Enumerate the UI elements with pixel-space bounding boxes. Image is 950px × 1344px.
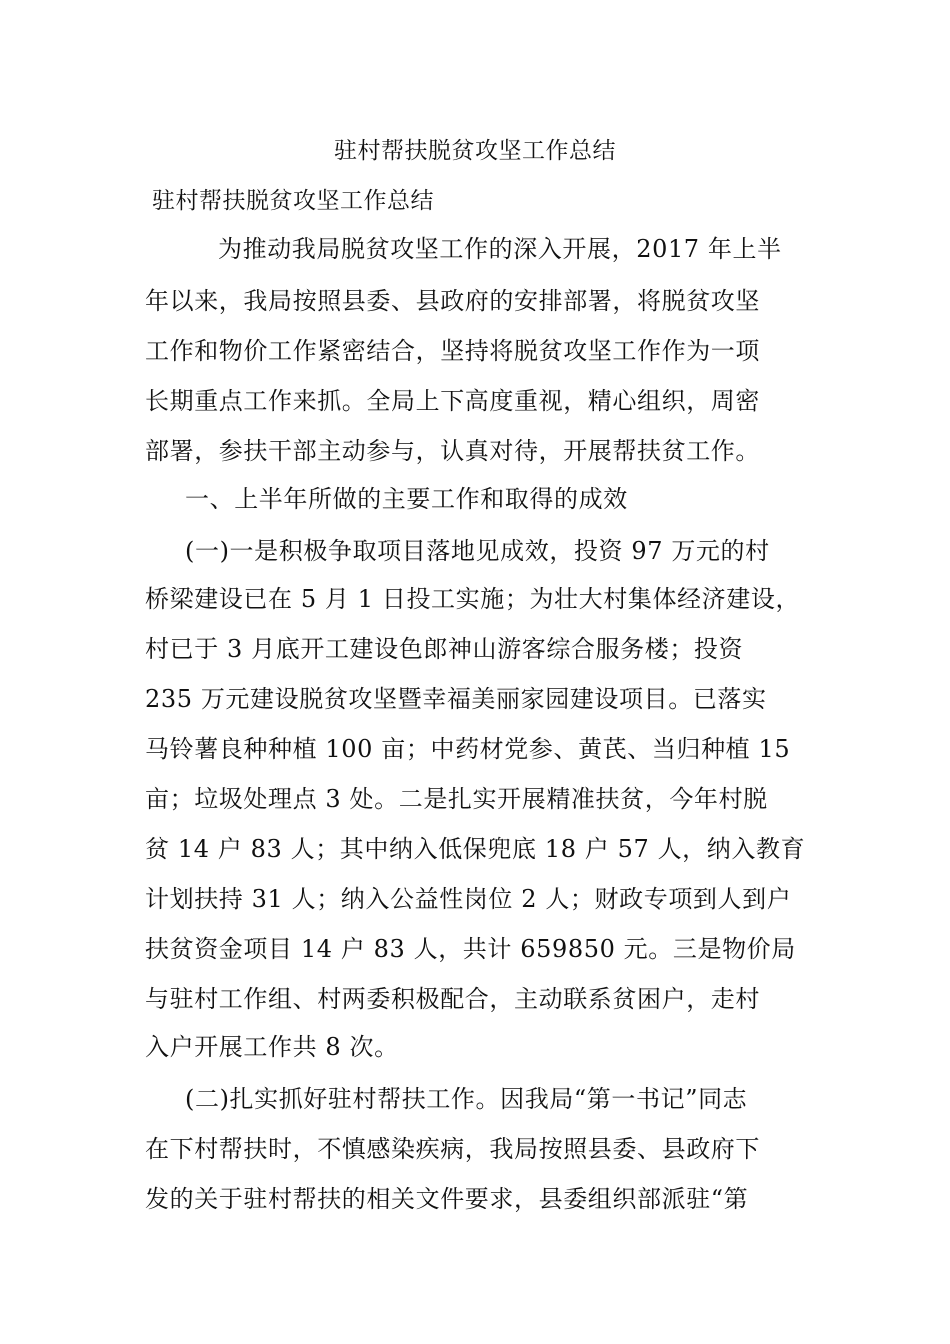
paragraph-line: 235 万元建设脱贫攻坚暨幸福美丽家园建设项目。已落实 [145, 685, 767, 713]
paragraph-line: 马铃薯良种种植 100 亩；中药材党参、黄芪、当归种植 15 [145, 735, 791, 763]
paragraph-line: (二)扎实抓好驻村帮扶工作。因我局“第一书记”同志 [185, 1085, 748, 1113]
paragraph-line: 工作和物价工作紧密结合，坚持将脱贫攻坚工作作为一项 [145, 337, 760, 365]
paragraph-line: (一)一是积极争取项目落地见成效，投资 97 万元的村 [185, 537, 770, 565]
paragraph-line: 为推动我局脱贫攻坚工作的深入开展，2017 年上半 [218, 235, 782, 263]
paragraph-line: 发的关于驻村帮扶的相关文件要求，县委组织部派驻“第 [145, 1185, 749, 1213]
paragraph-line: 与驻村工作组、村两委积极配合，主动联系贫困户，走村 [145, 985, 760, 1013]
paragraph-line: 计划扶持 31 人；纳入公益性岗位 2 人；财政专项到人到户 [145, 885, 792, 913]
paragraph-line: 扶贫资金项目 14 户 83 人，共计 659850 元。三是物价局 [145, 935, 796, 963]
paragraph-line: 桥梁建设已在 5 月 1 日投工实施；为壮大村集体经济建设， [145, 585, 801, 613]
section-heading: 一、上半年所做的主要工作和取得的成效 [185, 485, 628, 513]
document-title: 驻村帮扶脱贫攻坚工作总结 [334, 138, 616, 164]
paragraph-line: 部署，参扶干部主动参与，认真对待，开展帮扶贫工作。 [145, 437, 760, 465]
document-subtitle: 驻村帮扶脱贫攻坚工作总结 [152, 188, 434, 214]
paragraph-line: 入户开展工作共 8 次。 [145, 1033, 399, 1061]
paragraph-line: 在下村帮扶时，不慎感染疾病，我局按照县委、县政府下 [145, 1135, 760, 1163]
paragraph-line: 村已于 3 月底开工建设色郎神山游客综合服务楼；投资 [145, 635, 744, 663]
paragraph-line: 长期重点工作来抓。全局上下高度重视，精心组织，周密 [145, 387, 760, 415]
paragraph-line: 贫 14 户 83 人；其中纳入低保兜底 18 户 57 人，纳入教育 [145, 835, 806, 863]
paragraph-line: 年以来，我局按照县委、县政府的安排部署，将脱贫攻坚 [145, 287, 760, 315]
paragraph-line: 亩；垃圾处理点 3 处。二是扎实开展精准扶贫，今年村脱 [145, 785, 768, 813]
